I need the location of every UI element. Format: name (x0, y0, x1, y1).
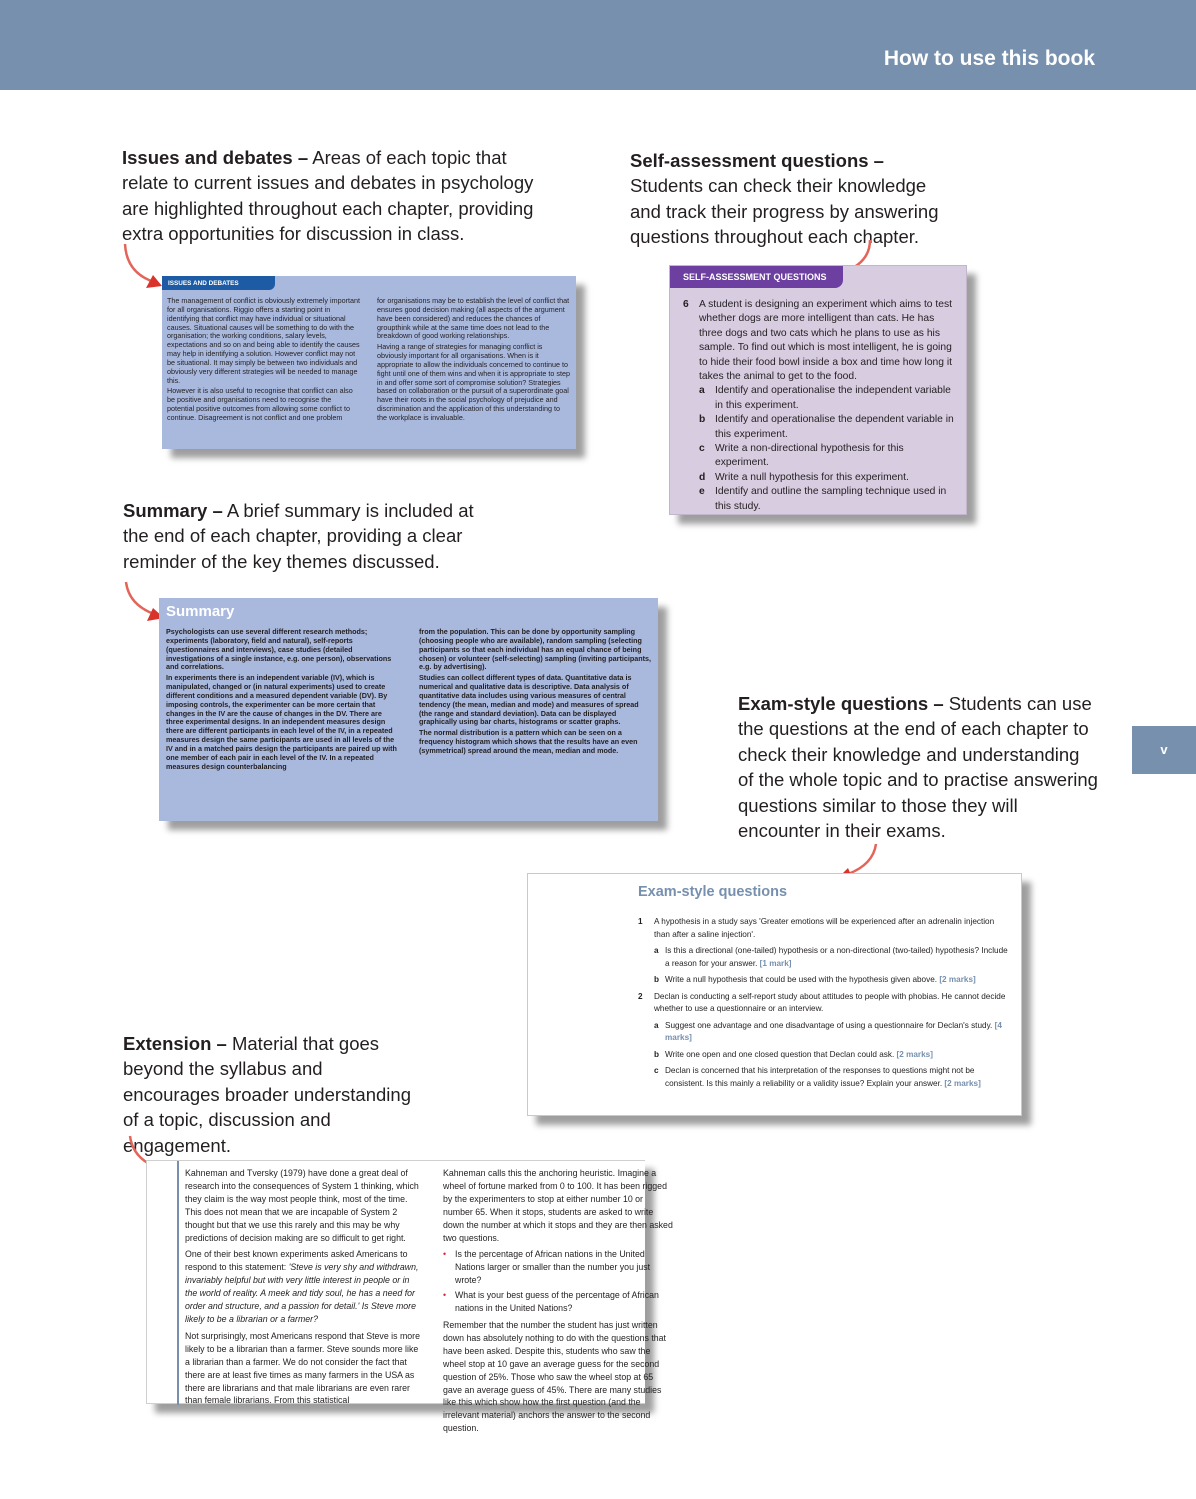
issues-right-column (377, 297, 571, 425)
part-text: Identify and operationalise the independent variable in this experiment. (715, 385, 951, 411)
part-text: Is this a directional (one-tailed) hypothesis or a non-directional (two-tailed) hypothesis? Include a reason for your answer. (665, 946, 1008, 968)
part-letter: b (699, 414, 706, 426)
issues-and-debates-sample (162, 276, 576, 449)
self-assessment-tag: SELF-ASSESSMENT QUESTIONS (670, 266, 843, 288)
extension-right-column (443, 1167, 673, 1439)
marks: [4 marks] (665, 1020, 1002, 1042)
part-letter: a (654, 1020, 659, 1030)
paragraph: Studies can collect different types of data. Quantitative data is numerical and qualitative data is descriptive. Data analysis of quantitative data includes using various measures of central tendency (the mean, median and mode) and measures of spread (the range and standard deviation). Data can be displayed graphically using bar charts, histograms or scatter graphs. (419, 673, 639, 727)
part-letter: a (699, 385, 705, 397)
summary-sample (159, 598, 658, 821)
extension-sample (146, 1160, 673, 1434)
paragraph: from the population. This can be done by opportunity sampling (choosing people who are available), random sampling (selecting participants so that each individual has an equal chance of being chosen) or volunteer (self-selecting) sampling (inviting participants, e.g. by advertising). (419, 627, 652, 672)
marks: [2 marks] (939, 975, 976, 984)
caption-heading: Issues and debates – (122, 147, 309, 168)
caption-heading: Self-assessment questions – (630, 150, 884, 171)
paragraph: Having a range of strategies for managing conflict is obviously important for all organisations. When is it appropriate to allow the individuals concerned to continue to fight until one of them wins and when it is appropriate to step in and offer some sort of compromise solution? Strategies based on collaboration or the pursuit of a superordinate goal have their roots in the social psychology of prejudice and discrimination and the application of this understanding to the workplace is invaluable. (377, 342, 570, 422)
caption-text: Material that goes beyond the syllabus and encourages broader understanding of a topic, discussion and engagement. (123, 1033, 411, 1156)
self-assessment-caption (630, 148, 960, 250)
issues-caption (122, 145, 542, 247)
caption-heading: Extension – (123, 1033, 227, 1054)
caption-text: Students can check their knowledge and track their progress by answering questions throughout each chapter. (630, 175, 939, 248)
question-number: 1 (638, 917, 643, 926)
part-letter: a (654, 946, 659, 955)
part-text: Identify and operationalise the dependent variable in this experiment. (715, 414, 954, 440)
part-text: Identify and outline the sampling technique used in this study. (715, 486, 947, 512)
question-number: 6 (683, 299, 689, 310)
summary-left-column (166, 628, 400, 774)
part-text: Write a non-directional hypothesis for this experiment. (715, 443, 904, 469)
paragraph: In experiments there is an independent variable (IV), which is manipulated, changed or (in natural experiments) used to create different conditions and a measured dependent variable (DV). By imposing controls, the experimenter can be more certain that changes in the IV are the cause of changes in the DV. There are three experimental designs. In an independent measures design there are different participants in each level of the IV, in a repeated measures design the same participants are used in all levels of the IV and in a matched pairs design the participants are paired up with one member of each pair in each level of the IV. In a repeated measures design counterbalancing (166, 673, 397, 771)
paragraph: Kahneman calls this the anchoring heuristic. Imagine a wheel of fortune marked from 0 to 100. It has been rigged by the experimenters to stop at either number 10 or number 65. When it stops, students are asked to write down the number at which it stops and they are then asked two questions. (443, 1168, 673, 1243)
part-letter: c (699, 443, 705, 455)
bullet-icon: • (443, 1290, 447, 1301)
header-title: How to use this book (883, 47, 1095, 70)
bullet-text: Is the percentage of African nations in the United Nations larger or smaller than the number you just wrote? (455, 1249, 651, 1286)
exam-caption (738, 691, 1098, 843)
caption-text: A brief summary is included at the end of each chapter, providing a clear reminder of the key themes discussed. (123, 500, 474, 572)
caption-text: Students can use the questions at the end of each chapter to check their knowledge and understanding of the whole topic and to practise answering questions similar to those they will encounter in their exams. (738, 693, 1098, 842)
paragraph: The management of conflict is obviously extremely important for all organisations. Riggio offers a starting point in identifying that conflict may have individual or situational causes. Situational causes will be something to do with the organisation; the working conditions, salary levels, expectations and so on and being able to identify the causes may help in identifying a solution. However conflict may not be situational. It may simply be between two individuals and obviously very different strategies will be needed to manage this. (167, 296, 360, 385)
extension-rule (177, 1161, 179, 1405)
marks: [1 mark] (759, 958, 792, 968)
part-text: Suggest one advantage and one disadvantage of using a questionnaire for Declan's study. (665, 1020, 993, 1030)
paragraph: The normal distribution is a pattern which can be seen on a frequency histogram which shows that the results have an even (symmetrical) spread around the mean, median and mode. (419, 728, 638, 755)
bullet-text: What is your best guess of the percentage of African nations in the United Nations? (455, 1290, 659, 1314)
part-letter: b (654, 1049, 660, 1059)
paragraph: for organisations may be to establish the level of conflict that ensures good decision making (all aspects of the argument have been considered) and reduces the chances of groupthink while at the same time does not lead to the breakdown of good working relationships. (377, 296, 570, 341)
paragraph: However it is also useful to recognise that conflict can also be positive and organisations need to recognise the potential positive outcomes from allowing some conflict to continue. Disagreement is not conflict and one problem (167, 386, 353, 422)
extension-left-column (185, 1167, 421, 1411)
part-text: Declan is concerned that his interpretation of the responses to questions might not be consistent. Is this mainly a reliability or a validity issue? Explain your answer. (665, 1066, 975, 1088)
paragraph: Psychologists can use several different research methods; experiments (laboratory, field and natural), self-reports (questionnaires and interviews), case studies (detailed investigations of a single instance, e.g. one person), observations and correlations. (166, 627, 392, 672)
bullet-icon: • (443, 1249, 447, 1260)
page-number-tab: v (1132, 726, 1196, 774)
question-text: A hypothesis in a study says 'Greater emotions will be experienced after an adrenalin injection than after a saline injection'. (654, 917, 995, 939)
marks: [2 marks] (944, 1078, 981, 1088)
summary-caption (123, 498, 503, 574)
issues-left-column (167, 297, 360, 425)
summary-right-column (419, 628, 653, 758)
part-letter: d (699, 471, 706, 483)
part-text: Write one open and one closed question that Declan could ask. (665, 1049, 895, 1059)
caption-heading: Exam-style questions – (738, 693, 944, 714)
exam-title: Exam-style questions (638, 884, 788, 900)
part-text: Write a null hypothesis for this experiment. (715, 471, 909, 483)
quoted-statement: 'Steve is very shy and withdrawn, invariably helpful but with very little interest in people or in the world of reality. A meek and tidy soul, he has a need for order and structure, and a passion for detail.' Is Steve more likely to be a librarian or a farmer? (185, 1262, 419, 1324)
exam-style-sample (527, 873, 1022, 1116)
caption-heading: Summary – (123, 500, 223, 521)
exam-questions (638, 916, 1008, 1094)
self-assessment-question (683, 298, 958, 514)
marks: [2 marks] (896, 1049, 933, 1059)
page-header (0, 0, 1196, 90)
caption-text: Areas of each topic that relate to current issues and debates in psychology are highlighted throughout each chapter, providing extra opportunities for discussion in class. (122, 147, 534, 245)
part-letter: b (654, 975, 660, 984)
paragraph: Not surprisingly, most Americans respond that Steve is more likely to be a librarian than a farmer. Steve sounds more like a librarian than a farmer. We do not consider the fact that there are at least five times as many farmers in the USA as there are librarians and that male librarians are even rarer than female librarians. From this statistical (185, 1330, 421, 1406)
part-letter: e (699, 486, 705, 498)
paragraph: Kahneman and Tversky (1979) have done a great deal of research into the consequences of System 1 thinking, which they claim is the way most people think, most of the time. This does not mean that we are incapable of System 2 thought but that we use this rarely and this may be why predictions of decision making are so difficult to get right. (185, 1168, 419, 1243)
question-text: Declan is conducting a self-report study about attitudes to people with phobias. He cannot decide whether to use a questionnaire or an interview. (654, 991, 1006, 1013)
part-letter: c (654, 1066, 659, 1075)
self-assessment-sample (669, 265, 967, 515)
part-text: Write a null hypothesis that could be used with the hypothesis given above. (665, 975, 938, 984)
question-text: A student is designing an experiment which aims to test whether dogs are more intelligent than cats. He has three dogs and two cats which he plans to use as his sample. To find out which is most intelligent, he is going to hide their food bowl inside a box and time how long it takes the animal to get to the food. (699, 299, 953, 383)
question-number: 2 (638, 991, 643, 1001)
paragraph: One of their best known experiments asked Americans to respond to this statement: (185, 1249, 408, 1273)
issues-tag: ISSUES AND DEBATES (162, 276, 275, 290)
paragraph: Remember that the number the student has just written down has absolutely nothing to do with the questions that have been asked. Despite this, students who saw the wheel stop at 10 gave an average guess for the second question of 25%. Those who saw the wheel stop at 65 gave an average guess of 45%. There are many studies like this which show how the first question (and the irrelevant material) anchors the answer to the second question. (443, 1319, 667, 1434)
summary-title: Summary (166, 603, 235, 620)
